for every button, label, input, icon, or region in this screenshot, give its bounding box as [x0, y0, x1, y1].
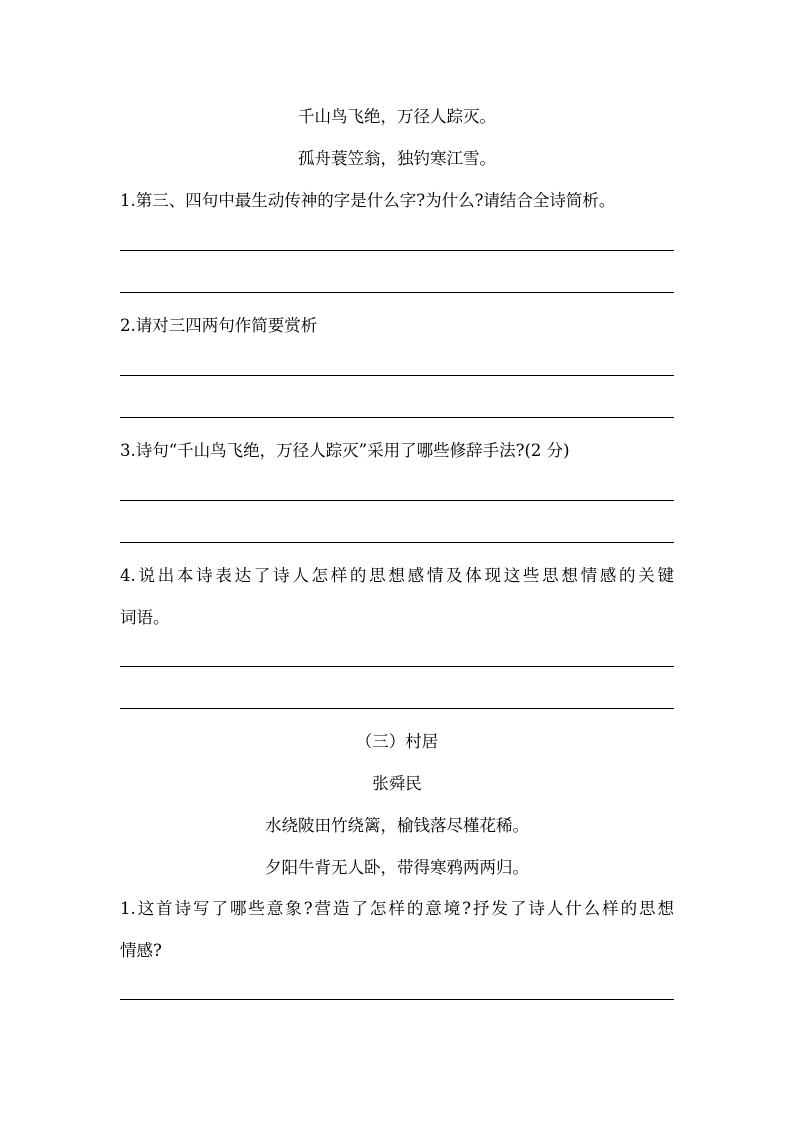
- answer-line[interactable]: [120, 292, 674, 293]
- answer-line[interactable]: [120, 417, 674, 418]
- poem-line-1: 水绕陂田竹绕篱，榆钱落尽槿花稀。: [265, 816, 529, 835]
- answer-line[interactable]: [120, 999, 674, 1000]
- answer-line[interactable]: [120, 250, 674, 251]
- question-4-line-1: 4.说出本诗表达了诗人怎样的思想感情及体现这些思想情感的关键: [120, 566, 674, 585]
- question-2: 2.请对三四两句作简要赏析: [120, 316, 318, 335]
- section3-question-1-line-1: 1.这首诗写了哪些意象?营造了怎样的意境?抒发了诗人什么样的思想: [120, 899, 674, 918]
- answer-line[interactable]: [120, 666, 674, 667]
- question-4-line-2: 词语。: [120, 608, 170, 627]
- answer-line[interactable]: [120, 375, 674, 376]
- answer-line[interactable]: [120, 542, 674, 543]
- answer-line[interactable]: [120, 708, 674, 709]
- answer-line[interactable]: [120, 500, 674, 501]
- poem-line-2: 夕阳牛背无人卧，带得寒鸦两两归。: [265, 858, 529, 877]
- question-3: 3.诗句“千山鸟飞绝，万径人踪灭”采用了哪些修辞手法?(2 分): [120, 441, 570, 460]
- poem-line-1: 千山鸟飞绝，万径人踪灭。: [298, 107, 496, 126]
- poem-line-2: 孤舟蓑笠翁，独钓寒江雪。: [298, 149, 496, 168]
- section-heading: （三）村居: [355, 732, 439, 751]
- section3-question-1-line-2: 情感?: [120, 941, 162, 960]
- poem-author: 张舜民: [372, 774, 422, 793]
- question-1: 1.第三、四句中最生动传神的字是什么字?为什么?请结合全诗简析。: [120, 191, 616, 210]
